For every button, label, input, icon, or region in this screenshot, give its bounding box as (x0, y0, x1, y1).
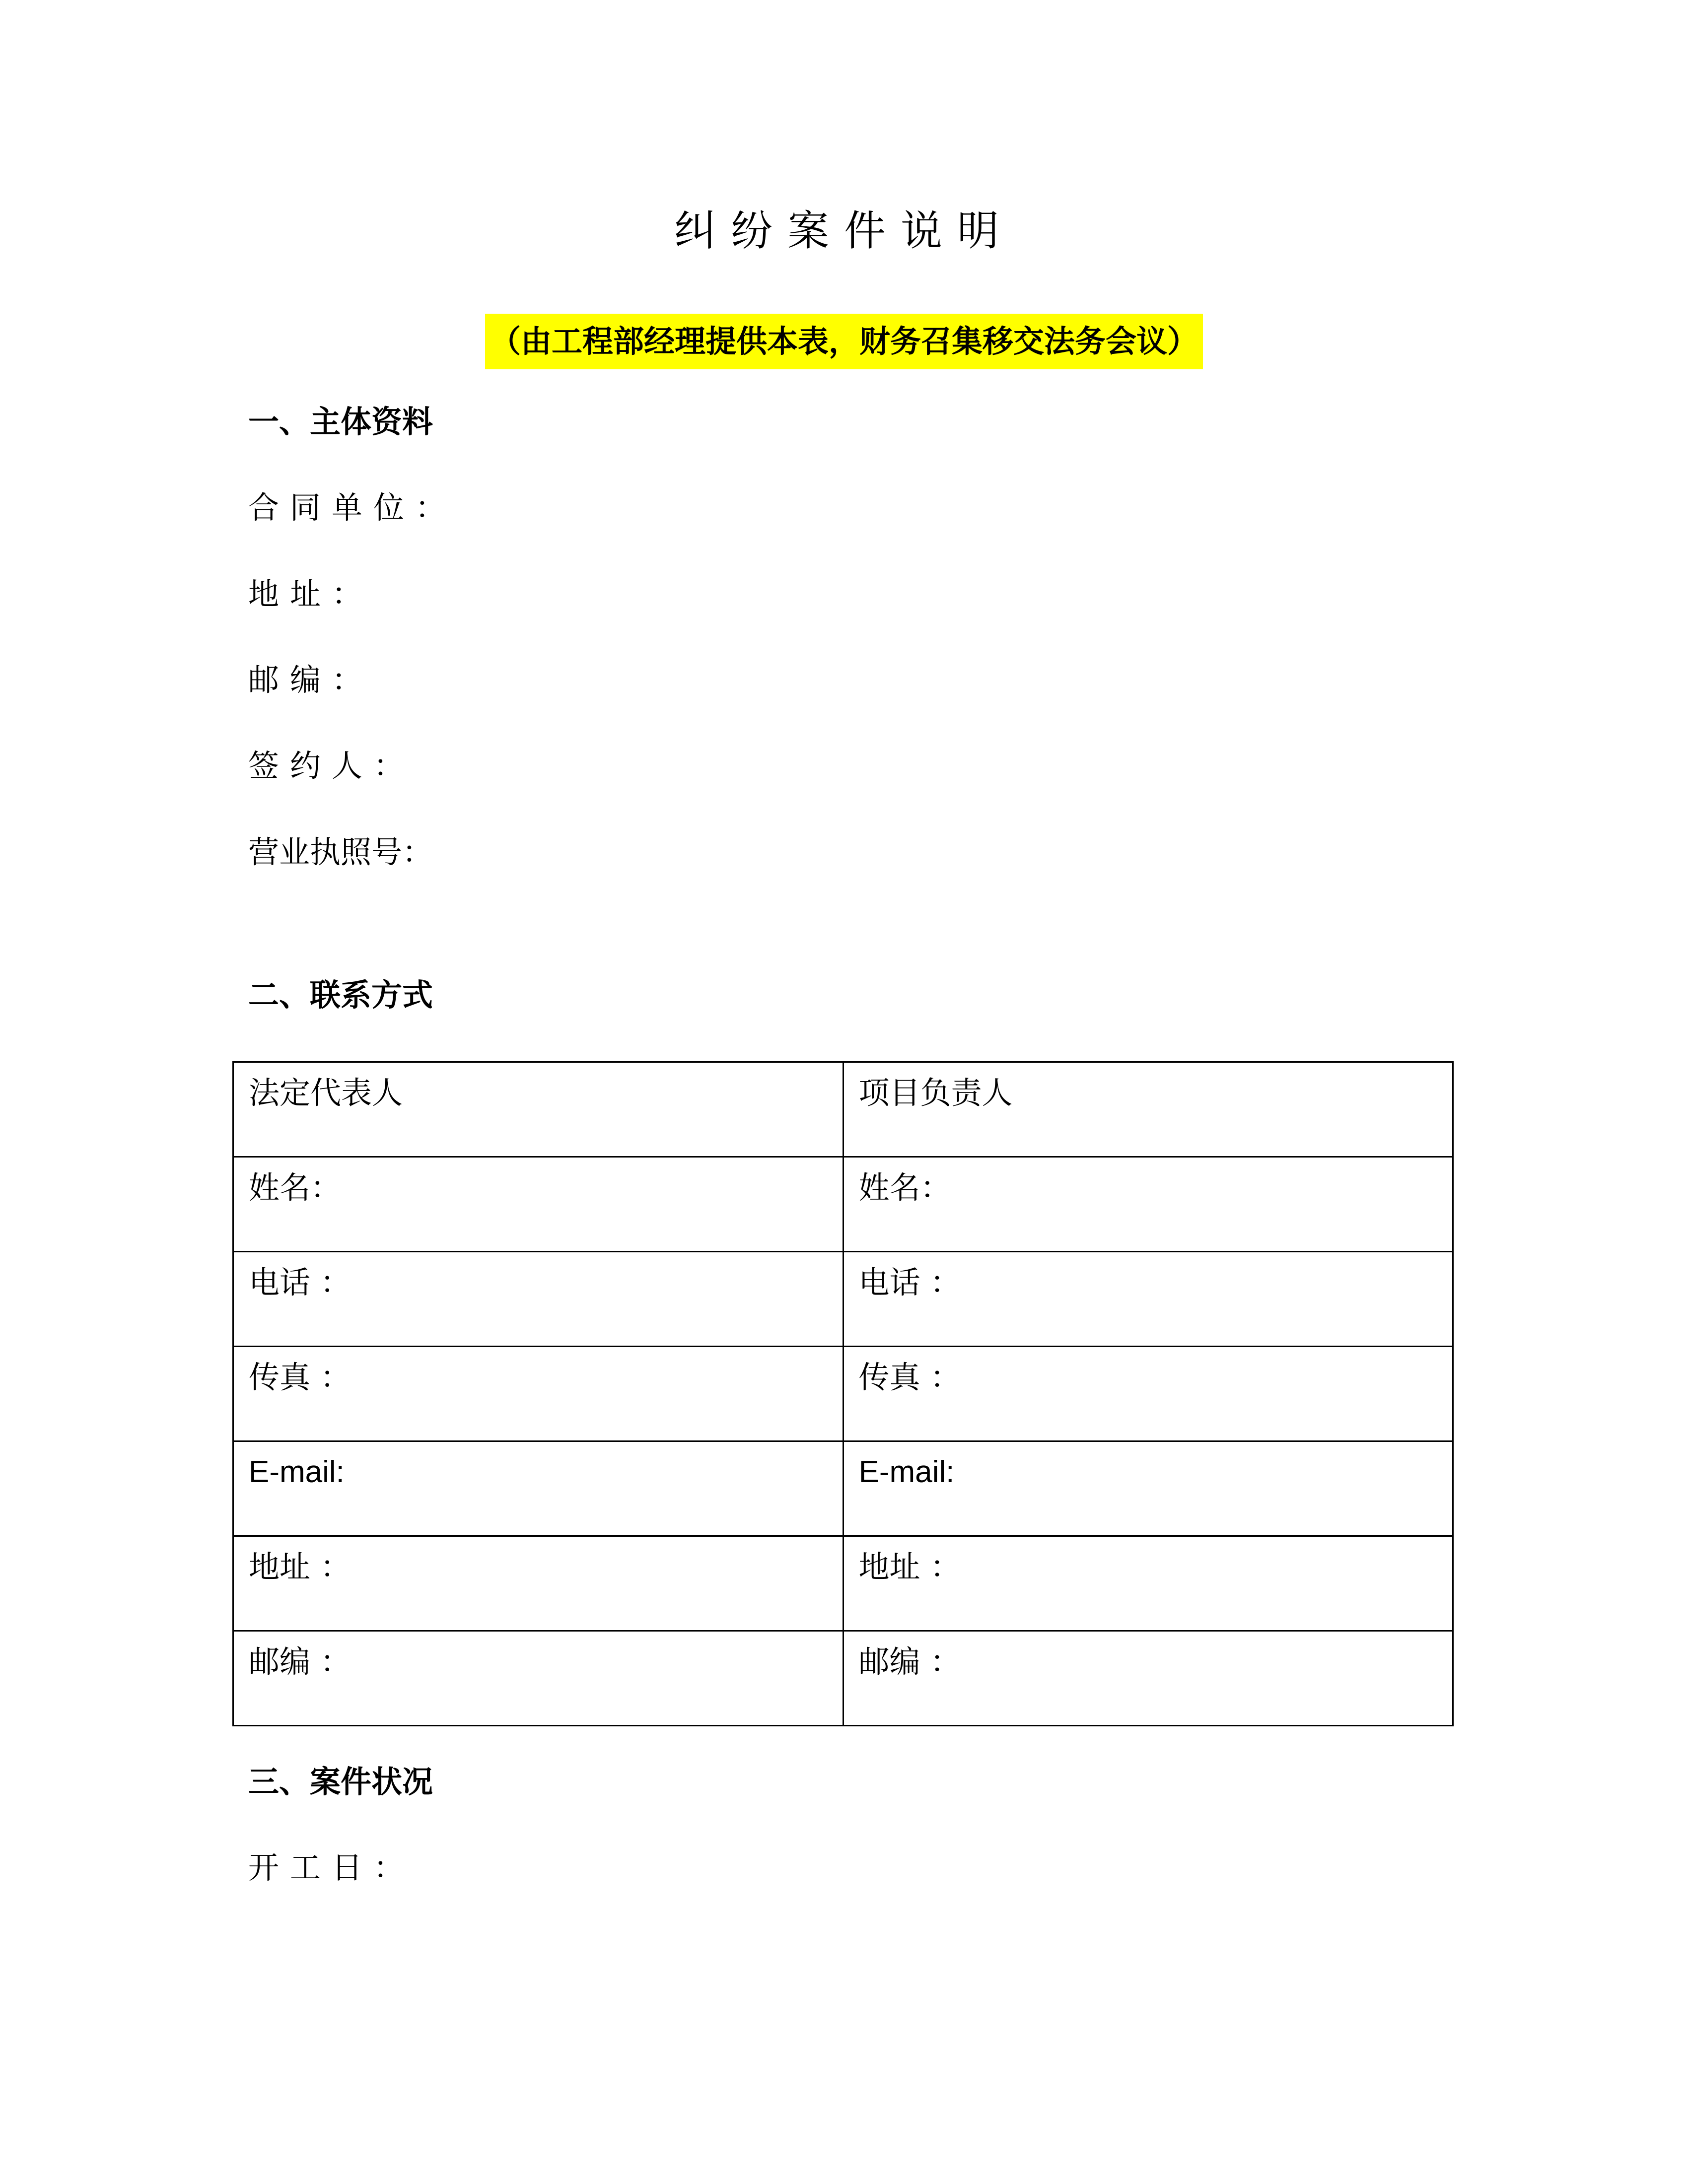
field-postcode-label: 邮编： (248, 662, 374, 698)
cell-fax-legal: 传真 ： (233, 1347, 844, 1441)
cell-postcode-project: 邮编 ： (843, 1631, 1453, 1726)
section-heading-subject-info: 一、主体资料 (248, 404, 433, 440)
table-row (233, 1631, 1453, 1726)
document-note-wrapper (0, 314, 1688, 369)
table-row (233, 1441, 1453, 1536)
cell-email-legal: E-mail: (233, 1441, 844, 1536)
cell-name-legal: 姓名： (233, 1157, 844, 1252)
table-row (233, 1157, 1453, 1252)
cell-name-project: 姓名： (843, 1157, 1453, 1252)
section-heading-case-status: 三、案件状况 (248, 1764, 433, 1800)
field-contract-unit-label: 合同单位： (248, 489, 457, 526)
section-heading-contact: 二、联系方式 (248, 977, 433, 1013)
table-row (233, 1347, 1453, 1441)
document-title: 纠纷案件说明 (674, 206, 1014, 255)
field-address-label: 地址： (248, 576, 374, 612)
table-row (233, 1252, 1453, 1347)
cell-phone-legal: 电话 ： (233, 1252, 844, 1347)
field-business-license-label: 营业执照号： (248, 834, 433, 870)
cell-fax-project: 传真 ： (843, 1347, 1453, 1441)
document-note-highlight: （由工程部经理提供本表，财务召集移交法务会议） (485, 314, 1203, 369)
table-header-row (233, 1062, 1453, 1157)
cell-postcode-legal: 邮编 ： (233, 1631, 844, 1726)
cell-email-project: E-mail: (843, 1441, 1453, 1536)
field-start-date-label: 开工日： (248, 1849, 416, 1886)
cell-phone-project: 电话 ： (843, 1252, 1453, 1347)
column-header-project-manager: 项目负责人 (843, 1062, 1453, 1157)
contact-table (232, 1061, 1454, 1726)
cell-address-legal: 地址 ： (233, 1536, 844, 1631)
table-row (233, 1536, 1453, 1631)
column-header-legal-representative: 法定代表人 (233, 1062, 844, 1157)
cell-address-project: 地址 ： (843, 1536, 1453, 1631)
field-signatory-label: 签约人： (248, 748, 416, 784)
